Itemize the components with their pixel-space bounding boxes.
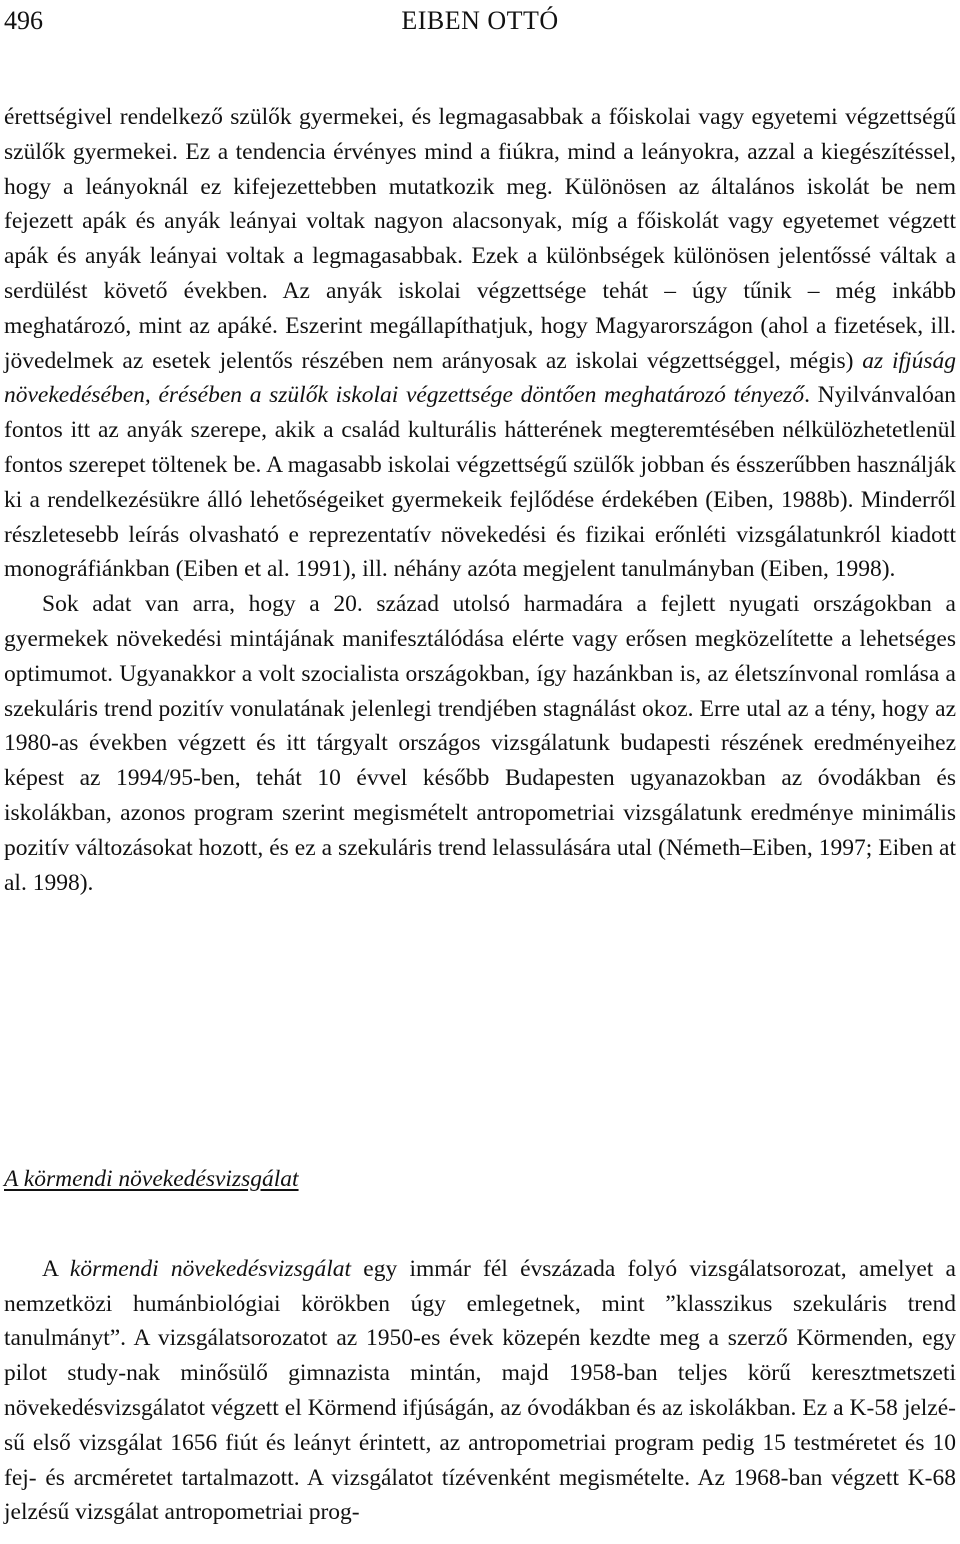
running-head: EIBEN OTTÓ (401, 6, 559, 35)
paragraph-1-text-a: érettségivel rendelkező szülők gyermekei, és legmagasabbak a főiskolai vagy egyetemi végzettségű szülők gyermekei. Ez a tendencia érvényes mind a fiúkra, mind a leányokra, azzal a kiegészítéssel, hogy a leányoknál ez kifejezettebben mutatkozik meg. Különösen az általános iskolát be nem fejezett apák és anyák leányai voltak nagyon alacsonyak, míg a főiskolát vagy egyetemet végzett apák és anyák leányai voltak a legmagasabbak. Ezek a különbségek különösen jelentőssé váltak a serdülést követő években. Az anyák iskolai végzettsége tehát – úgy tűnik – még inkább meghatározó, mint az apáké. Eszerint megállapíthatjuk, hogy Magyarországon (ahol a fizetések, ill. jövedelmek az esetek jelentős részében nem arányosak az iskolai végzettséggel, mégis) (4, 104, 956, 374)
body-text-lower (4, 1162, 956, 1530)
paragraph-1-text-b: . Nyilvánvalóan fontos itt az anyák szerepe, akik a család kulturális hátterének megteremtésében nélkülözhetetlenül fontos szerepet töltenek be. A magasabb iskolai végzettségű szülők jobban és ésszerűbben használják ki a rendelkezésükre álló lehetőségeiket gyermekeik fejlődése érdekében (Eiben, 1988b). Minderről részletesebb leírás olvasható e reprezentatív növekedési és fizikai erőnléti vizsgálatunkról kiadott monográfiánkban (Eiben et al. 1991), ill. néhány azóta megjelent tanulmányban (Eiben, 1998). (4, 382, 957, 583)
paragraph-1-emphasis: az ifjúság növekedésében, érésében a szülők iskolai végzettsége döntően meghatározó tényező (4, 347, 956, 409)
paragraph-3-emphasis: körmendi növekedésvizsgálat (69, 1255, 352, 1282)
section-heading: A körmendi növekedésvizsgálat (4, 1166, 299, 1192)
page-number: 496 (4, 6, 43, 35)
paragraph-3-text-b: egy immár fél évszázada folyó vizsgálatsorozat, amelyet a nemzetközi humánbiológiai körökben úgy emlegetnek, mint ”klasszikus szekuláris trend tanulmányt”. A vizsgálatsorozatot az 1950-es évek közepén kezdte meg a szerző Körmenden, egy pilot study-nak minősülő gimnazista mintán, majd 1958-ban teljes körű keresztmetszeti növekedésvizsgálatot végzett el Körmend ifjúságán, az óvodákban és az iskolákban. Ez a K-58 jelzésű első vizsgálat 1656 fiút és leányt érintett, az antropometriai program pedig 15 testméretet és 10 fej- és arcméretet tartalmazott. A vizsgálatot tízévenként megismételte. Az 1968-ban végzett K-68 jelzésű vizsgálat antropometriai prog- (4, 1255, 956, 1526)
paragraph-3-text-a: A (42, 1255, 70, 1282)
paragraph-2: Sok adat van arra, hogy a 20. század utolsó harmadára a fejlett nyugati országokban a gyermekek növekedési mintájának manifesztálódása elérte vagy erősen megközelítette a lehetséges optimumot. Ugyanakkor a volt szocialista országokban, így hazánkban is, az életszínvonal romlása a szekuláris trend pozitív vonulatának jelenlegi trendjében stagnálást okoz. Erre utal az a tény, hogy az 1980-as években végzett és itt tárgyalt országos vizsgálatunk budapesti részének eredményeihez képest az 1994/95-ben, tehát 10 évvel később Budapesten ugyanazokban az óvodákban és iskolákban, azonos program szerint megismételt antropometriai vizsgálatunk eredménye minimális pozitív változásokat hozott, és ez a szekuláris trend lelassulására utal (Németh–Eiben, 1997; Eiben at al. 1998). (4, 591, 956, 896)
body-text-upper (4, 100, 956, 900)
paragraph-3 (4, 1252, 956, 1530)
paragraph-1 (4, 100, 956, 587)
page-header (4, 2, 956, 42)
